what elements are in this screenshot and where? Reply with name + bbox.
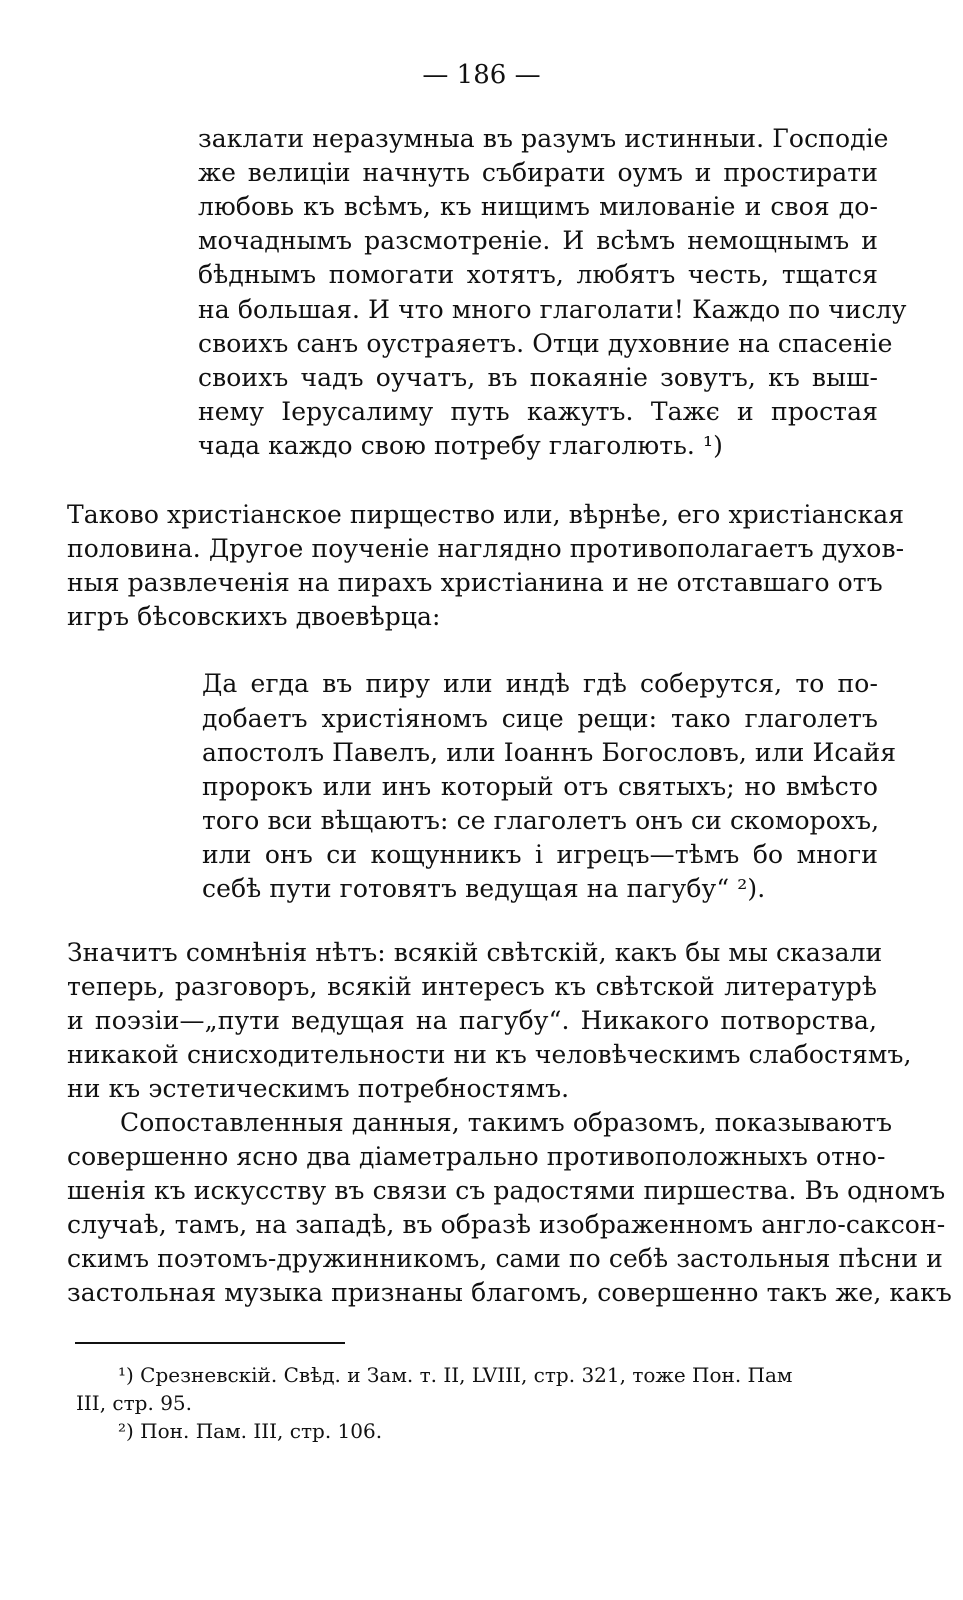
text-line: ныя развлеченія на пирахъ христіанина и не отставшаго отъ [67, 568, 883, 597]
text-line: же велиціи начнуть събирати оумъ и простирати [198, 158, 878, 187]
text-line: застольная музыка признаны благомъ, совершенно такъ же, какъ [67, 1278, 952, 1307]
text-line: совершенно ясно два діаметрально противоположныхъ отно- [67, 1142, 886, 1171]
text-line: своихъ чадъ оучатъ, въ покаяніе зовутъ, къ выш- [198, 363, 878, 392]
text-line: теперь, разговоръ, всякій интересъ къ свѣтской литературѣ [67, 972, 877, 1001]
text-line: или онъ си кощунникъ і игрецъ—тѣмъ бо многи [202, 840, 878, 869]
text-line: случаѣ, тамъ, на западѣ, въ образѣ изображенномъ англо-саксон- [67, 1210, 946, 1239]
text-line: любовь къ всѣмъ, къ нищимъ милованіе и своя до- [198, 192, 878, 221]
text-line: Да егда въ пиру или индѣ гдѣ соберутся, то по- [202, 669, 878, 698]
text-line: и поэзіи—„пути ведущая на пагубу“. Никакого потворства, [67, 1006, 877, 1035]
text-line: своихъ санъ оустраяетъ. Отци духовние на спасеніе [198, 329, 893, 358]
text-line: мочаднымъ разсмотреніе. И всѣмъ немощнымъ и [198, 226, 878, 255]
text-line: апостолъ Павелъ, или Іоаннъ Богословъ, или Исайя [202, 738, 897, 767]
text-line: Значитъ сомнѣнія нѣтъ: всякій свѣтскій, какъ бы мы сказали [67, 938, 883, 967]
text-line: того вси вѣщаютъ: се глаголетъ онъ си скоморохъ, [202, 806, 880, 835]
text-line: скимъ поэтомъ-дружинникомъ, сами по себѣ застольныя пѣсни и [67, 1244, 943, 1273]
footnote-2: ²) Пон. Пам. III, стр. 106. [118, 1419, 383, 1443]
text-line: никакой снисходительности ни къ человѣческимъ слабостямъ, [67, 1040, 912, 1069]
text-line: на большая. И что много глаголати! Каждо по числу [198, 295, 907, 324]
footnote-1: ¹) Срезневскій. Свѣд. и Зам. т. II, LVIII, стр. 321, тоже Пон. Пам [118, 1363, 793, 1387]
text-line: чада каждо свою потребу глаголють. ¹) [198, 431, 723, 460]
footnote-1-continued: III, стр. 95. [76, 1391, 193, 1415]
footnote-divider [75, 1342, 345, 1344]
text-line: бѣднымъ помогати хотятъ, любятъ честь, тщатся [198, 260, 878, 289]
text-line: ни къ эстетическимъ потребностямъ. [67, 1074, 570, 1103]
text-line: половина. Другое поученіе наглядно противополагаетъ духов- [67, 534, 905, 563]
text-line: себѣ пути готовятъ ведущая на пагубу“ ²). [202, 874, 766, 903]
page-number: — 186 — [422, 60, 541, 90]
text-line: пророкъ или инъ который отъ святыхъ; но вмѣсто [202, 772, 878, 801]
text-line: Таково христіанское пирщество или, вѣрнѣе, его христіанская [67, 500, 905, 529]
text-line: добаетъ христіяномъ сице рещи: тако глаголетъ [202, 704, 878, 733]
text-line: шенія къ искусству въ связи съ радостями пиршества. Въ одномъ [67, 1176, 946, 1205]
text-line: Сопоставленныя данныя, такимъ образомъ, показываютъ [120, 1108, 893, 1137]
text-line: заклати неразумныа въ разумъ истинныи. Господіе [198, 124, 889, 153]
text-line: игръ бѣсовскихъ двоевѣрца: [67, 602, 441, 631]
text-line: нему Іерусалиму путь кажутъ. Тажє и простая [198, 397, 878, 426]
